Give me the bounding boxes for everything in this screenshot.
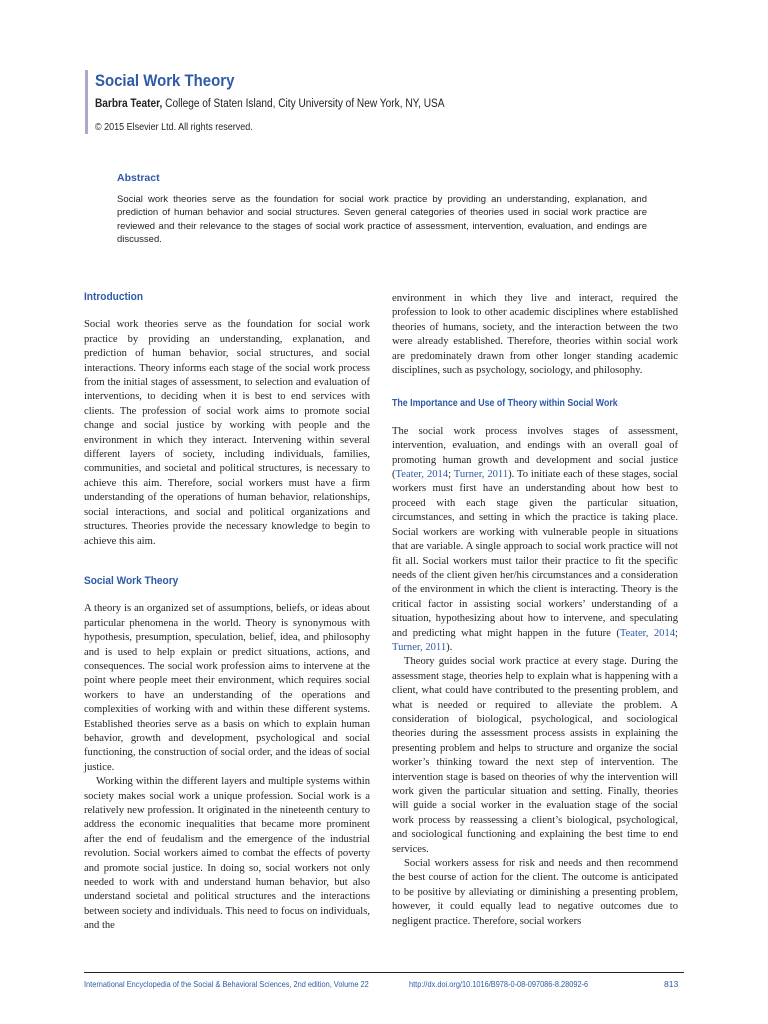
citation-link-turner-2011[interactable]: Turner, 2011 (453, 469, 509, 481)
theory-paragraph-2: Working within the different layers and multiple systems within society makes social work a unique profession. Social work is a relatively new profession. It originated in the nineteenth century to address the economic inequalities that became more prominent after the end of feudalism and the emergence of the industrial revolution. Social workers aimed to combat the effects of poverty and promote social justice. In doing so, social workers not only needed to work with and understand human behavior, but also understand societal and political structures and the interactions between society and individuals. This need to focus on individuals, and the (84, 776, 370, 932)
importance-text-a: The social work process involves stages of assessment, intervention, evaluation, and endings with an overall goal of promoting human growth and development and social justice ( (392, 425, 678, 481)
citation-separator: ; (675, 627, 678, 639)
abstract-heading: Abstract (117, 172, 160, 184)
introduction-heading: Introduction (84, 291, 144, 303)
footer-doi-link[interactable]: http://dx.doi.org/10.1016/B978-0-08-097086-8.28092-6 (409, 979, 589, 989)
importance-paragraph-2: Theory guides social work practice at every stage. During the assessment stage, theories help to explain what is happening with a client, what could have contributed to the presenting problem, and what is needed or required to alleviate the problem. A consideration of biological, psychological, and sociological theories during the assessment process assists in explaining the presenting problem and helps to structure and organize the social worker’s thinking toward the next step of intervention. The intervention stage is based on theories of why the intervention will work given the particular situation and setting. Finally, theories will guide a social worker in the evaluation stage of the social work process by reassessing a client’s biological, psychological, and sociological functioning and explaining the best time to end services. (392, 656, 678, 855)
importance-text-b: ). To initiate each of these stages, social workers must first have an understanding about how best to proceed with each stage given the particular situation, circumstances, and setting in which the practice is taking place. Social workers are working with vulnerable people in situations that are variable. A single approach to social work practice will not fit all. Social workers must tailor their practice to fit the specific needs of the client given her/his circumstances and a consideration of the environment in which the client is interacting. Theory is the critical factor in assisting social workers’ understanding of a situation, hypothesizing about how to intervene, and speculating and predicting what might happen in the future ( (392, 469, 678, 639)
importance-paragraph-1 (392, 425, 678, 656)
citation-link-teater-2014[interactable]: Teater, 2014 (395, 469, 449, 481)
article-title: Social Work Theory (95, 71, 235, 90)
citation-link-teater-2014[interactable]: Teater, 2014 (619, 627, 676, 639)
importance-heading: The Importance and Use of Theory within Social Work (392, 398, 618, 410)
importance-paragraph-3: Social workers assess for risk and needs and then recommend the best course of action for the client. The outcome is anticipated to be positive by alleviating or diminishing a presenting problem, however, it could equally lead to negative outcomes due to negligent practice. Therefore, social workers (392, 858, 678, 927)
footer-rule (84, 972, 684, 973)
header-accent-bar (85, 70, 88, 134)
footer-source: International Encyclopedia of the Social & Behavioral Sciences, 2nd edition, Volume 22 (84, 979, 369, 989)
left-column (84, 290, 370, 934)
importance-text-c: ). (446, 641, 453, 653)
citation-link-turner-2011[interactable]: Turner, 2011 (392, 641, 447, 653)
theory-paragraph-2-continued: environment in which they live and interact, required the profession to look to other academic disciplines where established theories of humans, society, and the interaction between the two were already established. Therefore, theories within social work are predominately drawn from other longer standing academic disciplines, such as psychology, sociology, and philosophy. (392, 293, 678, 377)
author-line (95, 98, 445, 110)
theory-paragraph-1: A theory is an organized set of assumptions, beliefs, or ideas about particular phenomena in the world. Theory is synonymous with hypothesis, presumption, speculation, belief, idea, and philosophy and is used to help explain or predict situations, actions, and consequences. The social work profession aims to intervene at the point where people meet their environment, which requires social workers to have an understanding of the operations and complexities of working with and within these different systems. Established theories serve as a basis on which to explain human behavior, growth and development, psychological and social functioning, the construction of social order, and the ideas of social justice. (84, 603, 370, 773)
abstract-text: Social work theories serve as the foundation for social work practice by providing an understanding, explanation, and prediction of human behavior and social structures. Seven general categories of theories used in social work practice are reviewed and their relevance to the stages of social work practice of assessment, intervention, evaluation, and endings are discussed. (117, 194, 647, 246)
social-work-theory-heading: Social Work Theory (84, 574, 179, 587)
right-column (392, 292, 678, 929)
introduction-paragraph: Social work theories serve as the foundation for social work practice by providing an understanding, explanation, and prediction of human behavior, social structures, and social interactions. Theory informs each stage of the social work process from the initial stages of assessment, to selection and evaluation of interventions, to deciding when it is best to end services with clients. The profession of social work aims to promote social change and social justice by working with people and the environment in which they interact. Intervening within several different layers of society, including individuals, families, communities, and societal and political structures, is necessary to achieve this aim. Therefore, social workers must have a firm understanding of the operations of human behavior, relationships, social interactions, and social and political organizations and structures. Theories provide the necessary knowledge to begin to achieve this aim. (84, 319, 370, 547)
page-number: 813 (664, 979, 679, 989)
copyright-notice: © 2015 Elsevier Ltd. All rights reserved. (95, 122, 253, 133)
author-name: Barbra Teater, (95, 98, 163, 110)
citation-separator: ; (448, 469, 454, 481)
author-affiliation: College of Staten Island, City University of New York, NY, USA (162, 98, 445, 110)
